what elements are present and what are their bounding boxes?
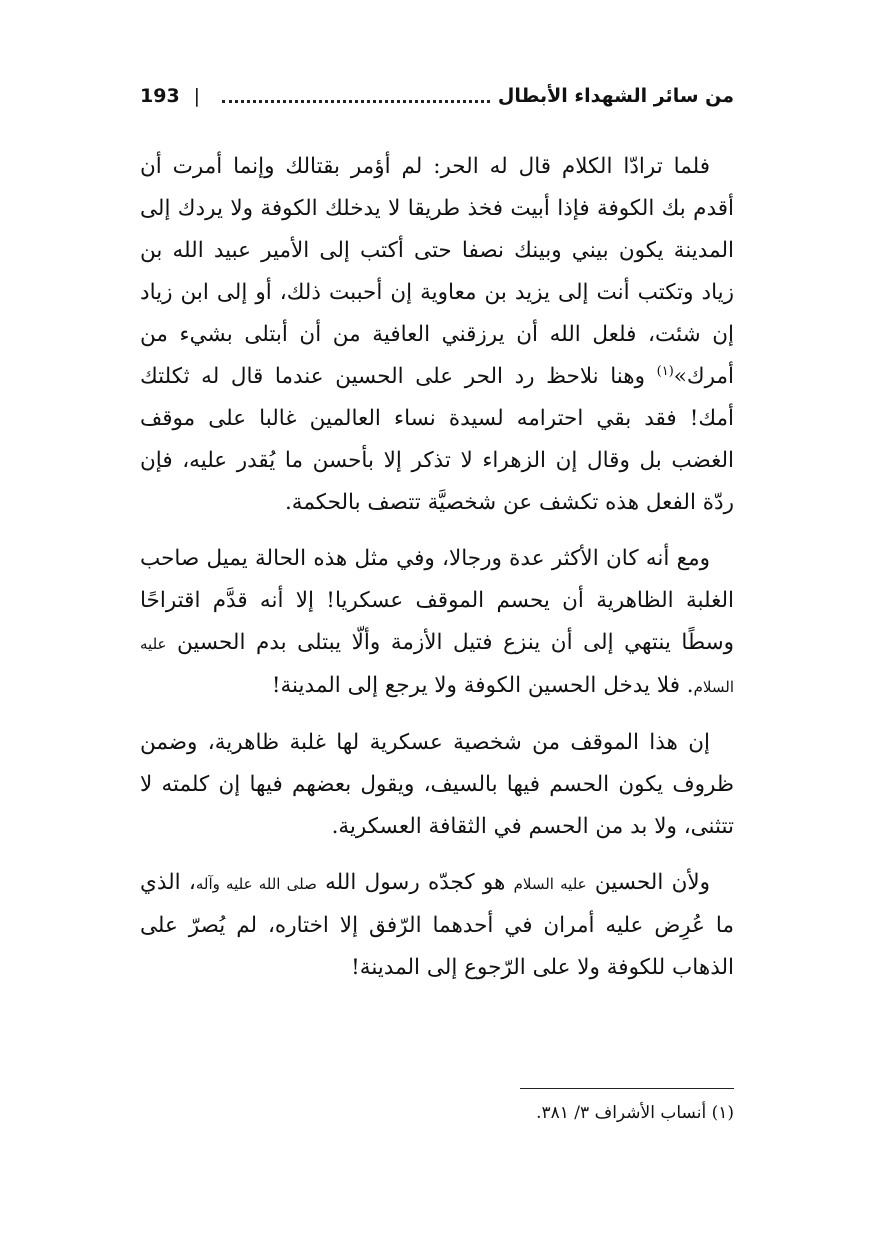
honorific-glyph: عليه السلام xyxy=(513,875,587,893)
chapter-title: من سائر الشهداء الأبطال xyxy=(497,85,734,107)
paragraph-text: ومع أنه كان الأكثر عدة ورجالا، وفي مثل هذه الحالة يميل صاحب الغلبة الظاهرية أن يحسم الموقف عسكريا! إلا أنه قدَّم اقتراحًا وسطًا ينتهي إلى أن ينزع فتيل الأزمة وألّا يبتلى بدم الحسين xyxy=(140,546,734,655)
paragraph xyxy=(140,722,734,848)
footnote-divider xyxy=(520,1088,734,1089)
running-header xyxy=(140,80,734,112)
dot-leader xyxy=(222,100,490,103)
page-number: 193 xyxy=(140,85,180,107)
body-text xyxy=(140,146,734,1003)
footnote: (١) أنساب الأشراف ٣/ ٣٨١. xyxy=(536,1103,734,1123)
header-separator: | xyxy=(193,85,201,107)
paragraph-text: فلما ترادّا الكلام قال له الحر: لم أؤمر بقتالك وإنما أمرت أن أقدم بك الكوفة فإذا أبيت فخذ طريقا لا يدخلك الكوفة ولا يردك إلى المدينة يكون بيني وبينك نصفا حتى أكتب إلى الأمير عبيد الله بن زياد وتكتب أنت إلى يزيد بن معاوية إن أحببت ذلك، أو إلى ابن زياد إن شئت، فلعل الله أن يرزقني العافية من أن أبتلى بشيء من أمرك» xyxy=(140,154,734,389)
honorific-glyph: صلى الله عليه وآله xyxy=(195,875,317,893)
paragraph-text: إن هذا الموقف من شخصية عسكرية لها غلبة ظاهرية، وضمن ظروف يكون الحسم فيها بالسيف، ويقول بعضهم فيها إن كلمته لا تتثنى، ولا بد من الحسم في الثقافة العسكرية. xyxy=(140,730,734,839)
honorific-glyph: عليه السلام xyxy=(140,635,734,696)
paragraph xyxy=(140,538,734,708)
paragraph xyxy=(140,146,734,524)
paragraph-text: وهنا نلاحظ رد الحر على الحسين عندما قال له ثكلتك أمك! فقد بقي احترامه لسيدة نساء العالمين غالبا على موقف الغضب بل وقال إن الزهراء لا تذكر إلا بأحسن ما يُقدر عليه، فإن ردّة الفعل هذه تكشف عن شخصيَّة تتصف بالحكمة. xyxy=(140,364,734,515)
paragraph-text: . فلا يدخل الحسين الكوفة ولا يرجع إلى المدينة! xyxy=(271,673,694,698)
paragraph-text: ، الذي ما عُرِض عليه أمران في أحدهما الرّفق إلا اختاره، لم يُصرّ على الذهاب للكوفة ولا على الرّجوع إلى المدينة! xyxy=(140,870,734,980)
paragraph xyxy=(140,862,734,989)
footnote-marker: (١) xyxy=(656,363,674,379)
paragraph-text: ولأن الحسين xyxy=(586,870,711,895)
paragraph-text: هو كجدّه رسول الله xyxy=(316,870,514,895)
